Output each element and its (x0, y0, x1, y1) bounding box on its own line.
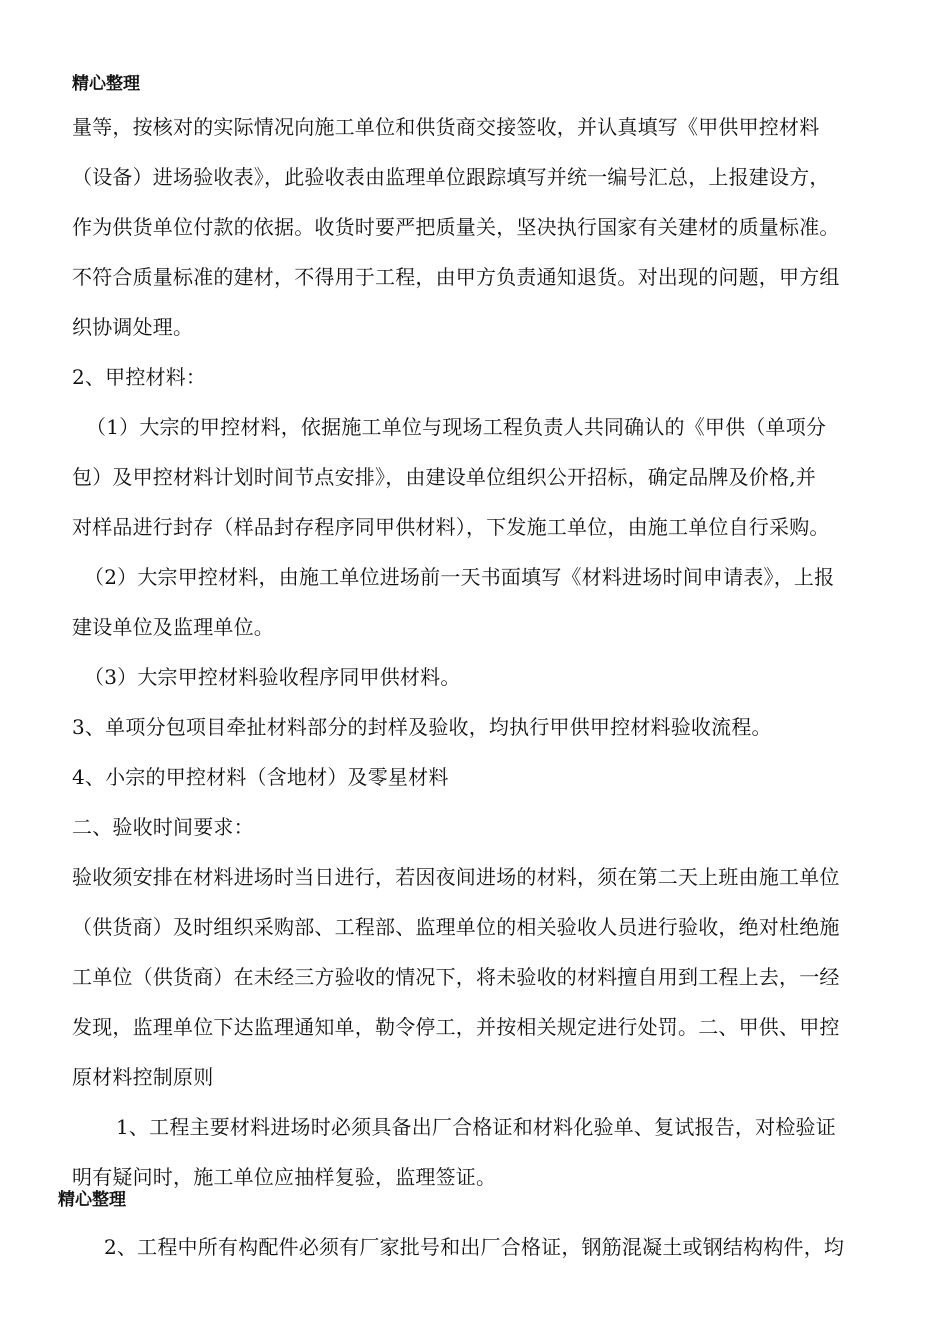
body-line-inspection-3: 工单位（供货商）在未经三方验收的情况下，将未验收的材料擅自用到工程上去，一经 (72, 965, 840, 989)
item-2-line-2: 建设单位及监理单位。 (72, 615, 274, 639)
section-heading-4: 4、小宗的甲控材料（含地材）及零星材料 (72, 765, 449, 789)
page-header-bottom: 精心整理 (58, 1190, 126, 1210)
item-1-line-2: 包）及甲控材料计划时间节点安排》，由建设单位组织公开招标，确定品牌及价格,并 (72, 465, 816, 489)
item-2-line-1: （2）大宗甲控材料，由施工单位进场前一天书面填写《材料进场时间申请表》，上报 (84, 565, 835, 589)
page-header-top: 精心整理 (72, 74, 140, 94)
section-heading-inspection-time: 二、验收时间要求： (72, 815, 254, 839)
body-line-inspection-5: 原材料控制原则 (72, 1065, 214, 1089)
item-1-line-3: 对样品进行封存（样品封存程序同甲供材料），下发施工单位，由施工单位自行采购。 (72, 515, 830, 539)
section-heading-3: 3、单项分包项目牵扯材料部分的封样及验收，均执行甲供甲控材料验收流程。 (72, 715, 772, 739)
body-line-inspection-1: 验收须安排在材料进场时当日进行，若因夜间进场的材料，须在第二天上班由施工单位 (72, 865, 840, 889)
body-line-1: 量等，按核对的实际情况向施工单位和供货商交接签收，并认真填写《甲供甲控材料 (72, 115, 820, 139)
principle-1-line-1: 1、工程主要材料进场时必须具备出厂合格证和材料化验单、复试报告，对检验证 (116, 1115, 836, 1139)
body-line-4: 不符合质量标准的建材，不得用于工程，由甲方负责通知退货。对出现的问题，甲方组 (72, 265, 840, 289)
body-line-5: 织协调处理。 (72, 315, 194, 339)
section-heading-2: 2、甲控材料： (72, 365, 207, 389)
body-line-inspection-4: 发现，监理单位下达监理通知单，勒令停工，并按相关规定进行处罚。二、甲供、甲控 (72, 1015, 840, 1039)
item-1-line-1: （1）大宗的甲控材料，依据施工单位与现场工程负责人共同确认的《甲供（单项分 (86, 415, 827, 439)
body-line-3: 作为供货单位付款的依据。收货时要严把质量关，坚决执行国家有关建材的质量标准。 (72, 215, 840, 239)
body-line-inspection-2: （供货商）及时组织采购部、工程部、监理单位的相关验收人员进行验收，绝对杜绝施 (72, 915, 840, 939)
principle-1-line-2: 明有疑问时，施工单位应抽样复验，监理签证。 (72, 1165, 497, 1189)
body-line-2: （设备）进场验收表》，此验收表由监理单位跟踪填写并统一编号汇总，上报建设方， (72, 165, 830, 189)
item-3-line-1: （3）大宗甲控材料验收程序同甲供材料。 (84, 665, 461, 689)
principle-2-line-1: 2、工程中所有构配件必须有厂家批号和出厂合格证，钢筋混凝土或钢结构构件，均 (104, 1235, 845, 1259)
